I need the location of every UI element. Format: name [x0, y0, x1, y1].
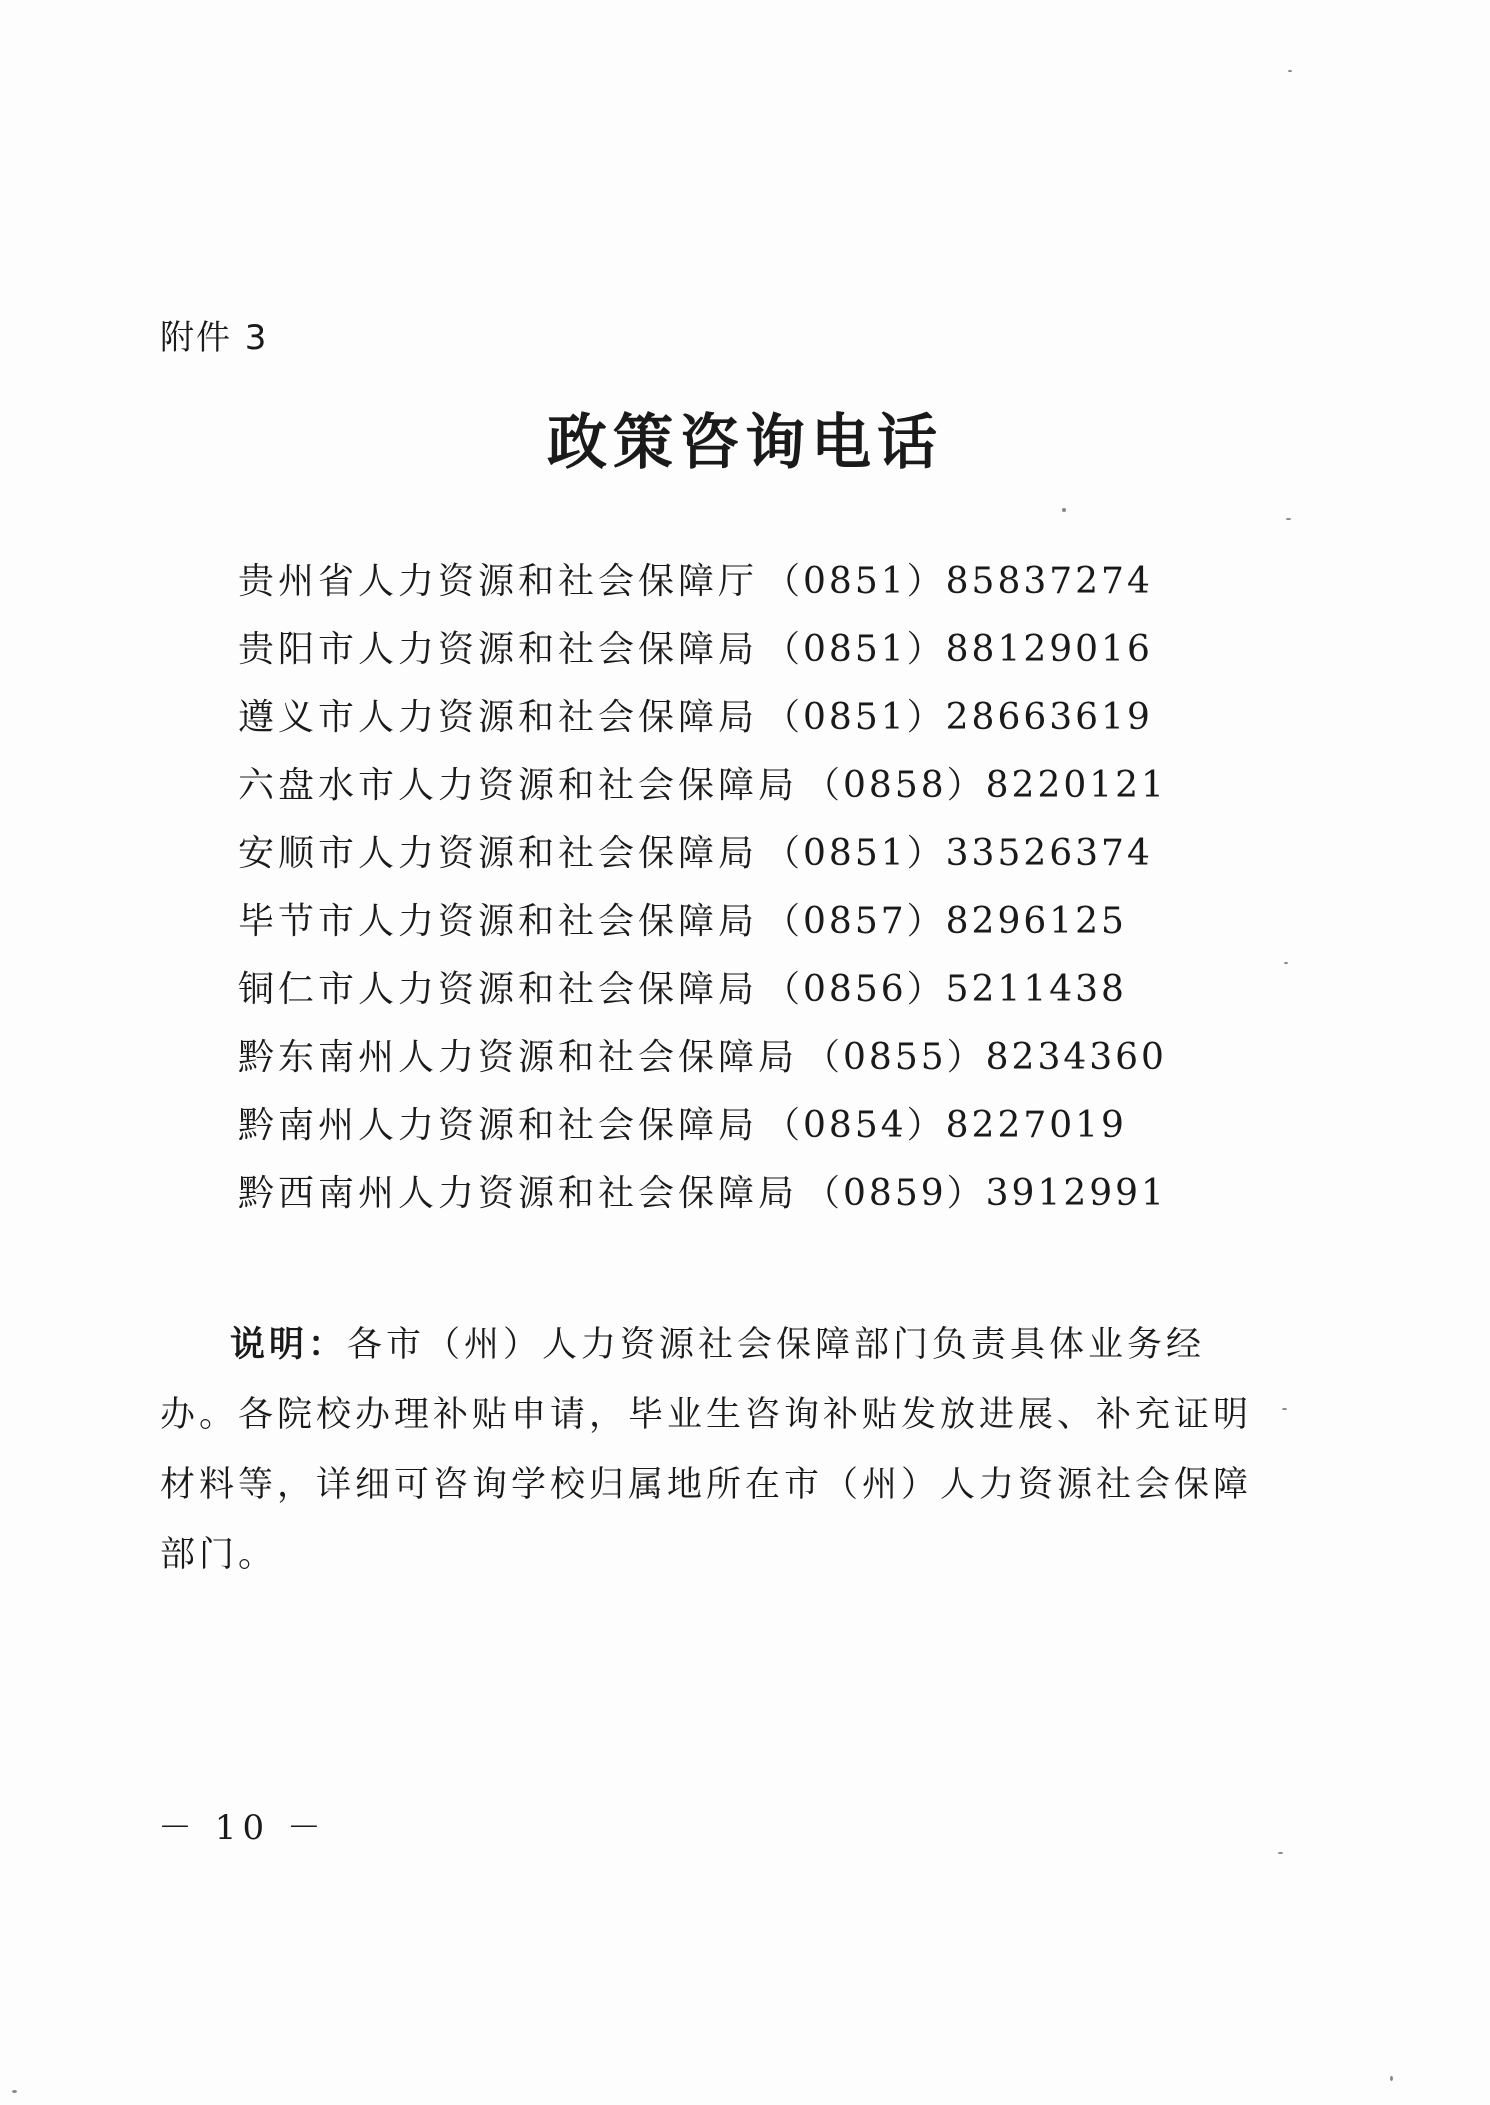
contact-phone: （0851）85837274 — [764, 561, 1153, 602]
contact-row — [238, 684, 1167, 752]
contact-phone: （0851）28663619 — [764, 697, 1153, 738]
contact-row — [238, 548, 1167, 616]
contact-row — [238, 752, 1167, 820]
scan-speck — [1278, 1852, 1283, 1854]
contact-row — [238, 1092, 1167, 1160]
contact-org: 遵义市人力资源和社会保障局 — [238, 697, 759, 738]
contact-phone: （0854）8227019 — [764, 1105, 1127, 1146]
contact-row — [238, 1160, 1167, 1228]
contact-phone: （0851）33526374 — [764, 833, 1153, 874]
scan-speck — [1390, 2076, 1393, 2081]
contact-org: 安顺市人力资源和社会保障局 — [238, 833, 759, 874]
contact-phone: （0855）8234360 — [804, 1037, 1167, 1078]
note-text: 各市（州）人力资源社会保障部门负责具体业务经办。各院校办理补贴申请，毕业生咨询补贴发放进展、补充证明材料等，详细可咨询学校归属地所在市（州）人力资源社会保障部门。 — [160, 1325, 1253, 1575]
scan-speck — [1284, 962, 1288, 964]
contact-org: 六盘水市人力资源和社会保障局 — [238, 765, 799, 806]
contact-phone: （0857）8296125 — [764, 901, 1127, 942]
contact-row — [238, 616, 1167, 684]
scan-speck — [1288, 70, 1292, 72]
contact-org: 贵阳市人力资源和社会保障局 — [238, 629, 759, 670]
page-title: 政策咨询电话 — [547, 408, 943, 478]
contact-org: 毕节市人力资源和社会保障局 — [238, 901, 759, 942]
note-paragraph — [160, 1310, 1280, 1590]
scan-speck — [1282, 1408, 1287, 1410]
contact-row — [238, 820, 1167, 888]
contact-org: 黔南州人力资源和社会保障局 — [238, 1105, 759, 1146]
contact-phone: （0856）5211438 — [764, 969, 1127, 1010]
contact-phone: （0858）8220121 — [804, 765, 1167, 806]
contact-org: 黔西南州人力资源和社会保障局 — [238, 1173, 799, 1214]
page-number: － 10 － — [158, 1808, 327, 1848]
contact-phone: （0851）88129016 — [764, 629, 1153, 670]
contact-org: 铜仁市人力资源和社会保障局 — [238, 969, 759, 1010]
contact-org: 黔东南州人力资源和社会保障局 — [238, 1037, 799, 1078]
contact-row — [238, 888, 1167, 956]
scan-speck — [1062, 508, 1066, 512]
scan-speck — [12, 2090, 17, 2093]
note-label: 说明： — [230, 1325, 348, 1365]
attachment-label: 附件 3 — [160, 318, 269, 358]
contact-row — [238, 1024, 1167, 1092]
contact-list — [238, 548, 1167, 1228]
contact-phone: （0859）3912991 — [804, 1173, 1167, 1214]
contact-row — [238, 956, 1167, 1024]
contact-org: 贵州省人力资源和社会保障厅 — [238, 561, 759, 602]
scan-speck — [1286, 518, 1291, 520]
